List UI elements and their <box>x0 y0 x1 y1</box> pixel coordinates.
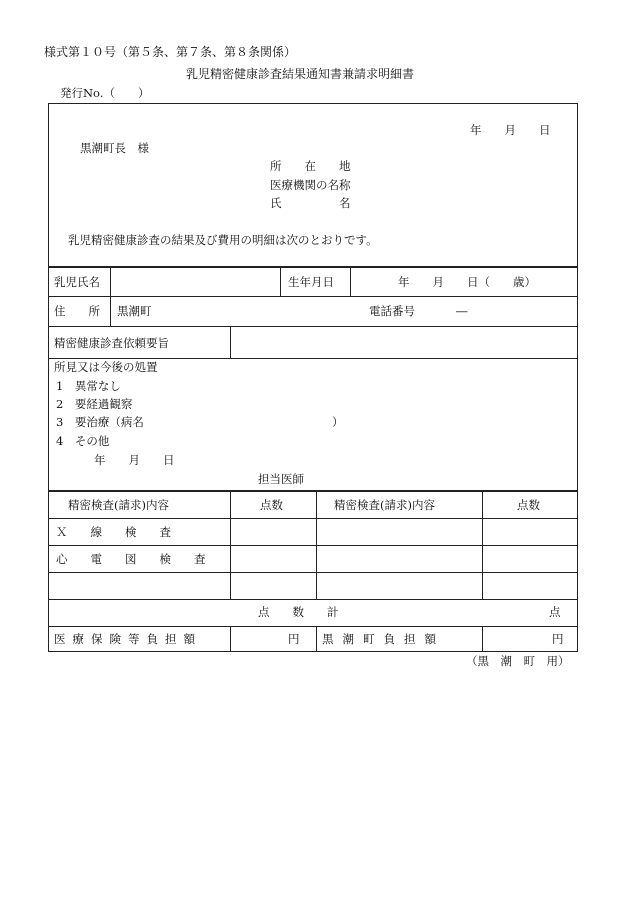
col-points-right: 点数 <box>517 498 540 512</box>
addressee: 黒潮町長 様 <box>80 141 149 155</box>
document-title: 乳児精密健康診査結果通知書兼請求明細書 <box>186 67 415 81</box>
statement: 乳児精密健康診査の結果及び費用の明細は次のとおりです。 <box>68 233 378 247</box>
doctor-name-label: 氏 名 <box>270 196 351 210</box>
request-label: 精密健康診査依頼要旨 <box>54 336 169 350</box>
infant-name-label: 乳児氏名 <box>54 275 100 289</box>
insurance-burden-unit: 円 <box>288 632 300 646</box>
phone-label: 電話番号 <box>369 304 415 318</box>
usage-note: （黒 潮 町 用） <box>466 654 570 668</box>
town-burden-unit: 円 <box>552 632 564 646</box>
total-points-label: 点 数 計 <box>258 605 339 619</box>
finding-option-3-close: ） <box>332 415 344 429</box>
institution-label: 医療機関の名称 <box>270 178 351 192</box>
total-points-unit: 点 <box>549 605 561 619</box>
birthdate-value: 年 月 日（ 歳） <box>398 275 536 289</box>
address-label: 所 在 地 <box>270 159 351 173</box>
finding-option-3: 3 要治療（病名 <box>56 415 144 429</box>
findings-date: 年 月 日 <box>94 453 175 467</box>
address-row-label: 住 所 <box>54 304 100 318</box>
findings-heading: 所見又は今後の処置 <box>54 360 158 374</box>
finding-option-4: 4 その他 <box>56 434 110 448</box>
attending-doctor-label: 担当医師 <box>258 472 304 486</box>
ecg-exam: 心 電 図 検 査 <box>56 552 206 566</box>
form-number: 様式第１０号（第５条、第７条、第８条関係） <box>44 45 297 59</box>
report-date: 年 月 日 <box>470 123 551 137</box>
col-content-right: 精密検査(請求)内容 <box>334 498 435 512</box>
col-points-left: 点数 <box>260 498 283 512</box>
address-row-value: 黒潮町 <box>117 304 152 318</box>
xray-exam: Ｘ 線 検 査 <box>56 525 171 539</box>
phone-value: ― <box>456 304 468 318</box>
insurance-burden-label: 医療保険等負担額 <box>54 632 202 646</box>
col-content-left: 精密検査(請求)内容 <box>68 498 169 512</box>
issue-number: 発行No.（ ） <box>60 86 150 100</box>
town-burden-label: 黒潮町負担額 <box>322 632 445 646</box>
birthdate-label: 生年月日 <box>288 275 334 289</box>
finding-option-1: 1 異常なし <box>56 379 121 393</box>
finding-option-2: 2 要経過観察 <box>56 397 133 411</box>
